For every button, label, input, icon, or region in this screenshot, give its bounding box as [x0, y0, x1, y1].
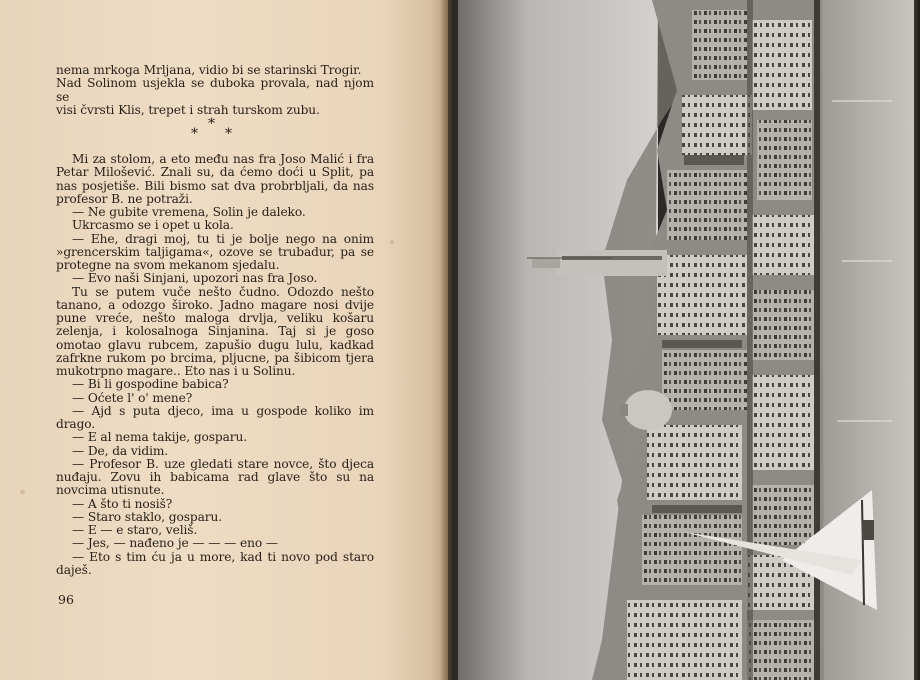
dialogue-line: — Ne gubite vremena, Solin je daleko. — [72, 205, 306, 219]
dialogue-line: — Ajd s puta djeco, ima u gospode koliko im drago. — [56, 403, 374, 431]
left-page — [0, 0, 448, 680]
harbor-town-photo — [452, 0, 920, 680]
text-line: Nad Solinom usjekla se duboka provala, nad njom se — [56, 76, 374, 104]
dialogue-line: — Staro staklo, gosparu. — [72, 509, 223, 524]
dialogue-line: — Profesor B. uze gledati stare novce, što djeca nuđaju. Zovu ih babicama rad glave što su na novcima utisnute. — [56, 456, 374, 498]
dialogue-line: — E — e staro, veliš. — [72, 523, 198, 537]
paragraph: Mi za stolom, a eto među nas fra Joso Malić i fra Petar Milošević. Znali su, da ćemo doći u Split, pa nas posjetiše. Bili bismo sat dva probrbljali, da nas profesor B. ne potraži. — [56, 152, 374, 206]
dialogue-line: — Eto s tim ću ja u more, kad ti novo pod staro daješ. — [56, 549, 374, 577]
page-edge — [914, 0, 920, 680]
text-line: visi čvrsti Klis, trepet i strah turskom zubu. — [56, 102, 320, 117]
dialogue-line: — Ehe, dragi moj, tu ti je bolje nego na onim »grencerskim taljigama«, ozove se trubadur, pa se protegne na svom mekanom sjedalu. — [56, 231, 374, 272]
paper-stain — [20, 490, 25, 494]
dialogue-line: — De, da vidim. — [72, 443, 169, 458]
asterisk: * — [208, 116, 215, 132]
paragraph: Ukrcasmo se i opet u kola. — [72, 218, 234, 233]
dialogue-line: — Oćete l' o' mene? — [72, 390, 193, 405]
page-number: 96 — [58, 592, 74, 607]
asterisk: * — [225, 126, 232, 142]
paragraph: Tu se putem vuče nešto čudno. Odozdo nešto tanano, a odozgo široko. Jadno magare nosi dvije pune vreće, nešto maloga drvlja, veliku košaru zelenja, i kolosalnoga Sinjanina. Taj si je goso omotao glavu rubcem, zapušio dugu lulu, kadkad zafrkne rukom po brcima, pljucne, pa šibicom tjera mukotrpno magare.. Eto nas i u Solinu. — [56, 284, 374, 378]
dialogue-line: — A što ti nosiš? — [72, 496, 173, 511]
right-page — [452, 0, 920, 680]
dialogue-line: — E al nema takije, gosparu. — [72, 430, 248, 445]
page-text — [56, 64, 374, 577]
section-break — [56, 116, 374, 145]
dialogue-line: — Jes, — nađeno je — — — eno — — [72, 536, 278, 551]
dialogue-line: — Evo naši Sinjani, upozori nas fra Joso. — [72, 271, 318, 286]
dialogue-line: — Bi li gospodine babica? — [72, 377, 229, 392]
paper-stain — [390, 240, 394, 244]
asterisk: * — [191, 126, 198, 142]
text-line: nema mrkoga Mrljana, vidio bi se starinski Trogir. — [56, 63, 362, 77]
